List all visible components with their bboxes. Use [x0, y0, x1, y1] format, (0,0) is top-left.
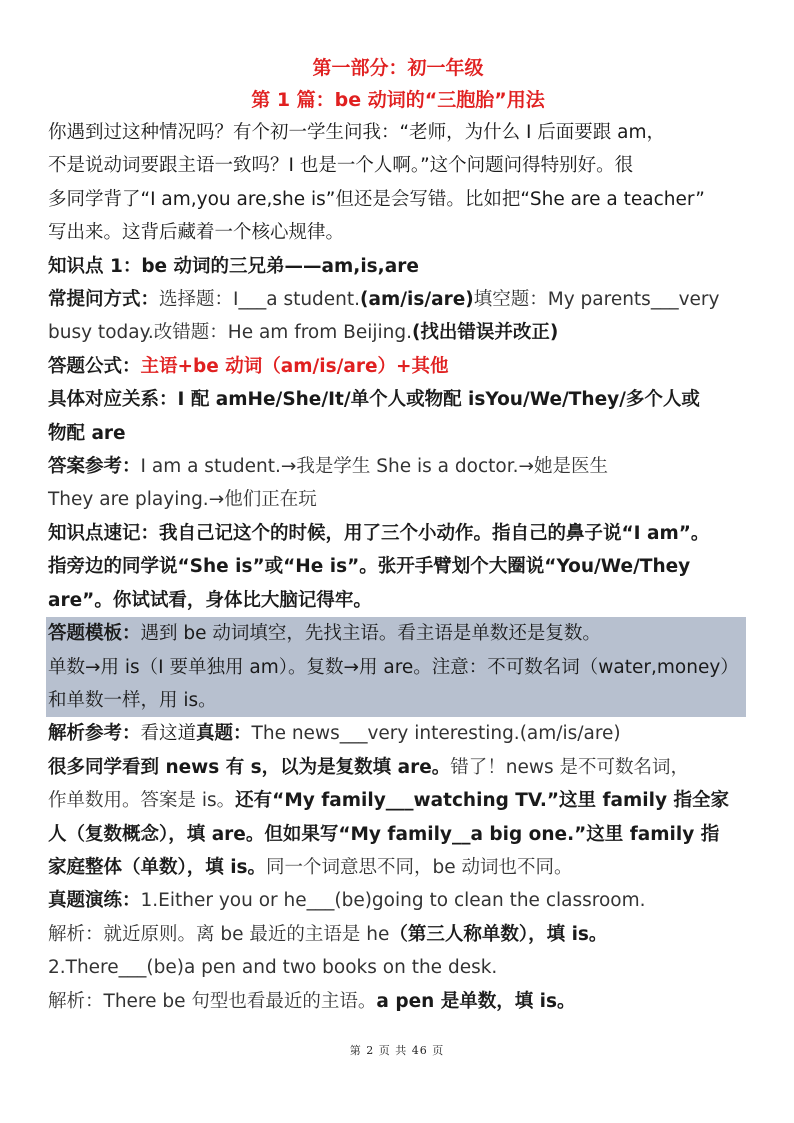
analysis-text-5a: 家庭整体（单数），填 is。 — [48, 856, 267, 878]
memory-line-1: 知识点速记：我自己记这个的时候，用了三个小动作。指自己的鼻子说“I am”。 — [48, 522, 710, 544]
question-style-text-a: 选择题：I___a student. — [159, 289, 361, 311]
practice-answer-2-bold: a pen 是单数，填 is。 — [376, 990, 576, 1012]
knowledge-point-heading: 知识点 1：be 动词的三兄弟——am,is,are — [48, 255, 419, 277]
analysis-text-a: 看这道 — [140, 723, 197, 745]
analysis-text-3b: 还有“My family___watching TV.”这里 family 指全家 — [235, 790, 729, 812]
practice-answer-1-text: 就近原则。离 be 最近的主语是 he — [103, 923, 390, 945]
question-style-text-d: busy today.改错题：He am from Beijing. — [48, 322, 412, 344]
practice-answer-2 — [48, 985, 748, 1018]
formula-text: 主语+be 动词（am/is/are）+其他 — [140, 355, 449, 377]
practice-answer-1-bold: （第三人称单数），填 is。 — [389, 923, 608, 945]
practice-answer-2-text: There be 句型也看最近的主语。 — [103, 990, 377, 1012]
formula-label: 答题公式： — [48, 355, 141, 377]
intro-line-2: 不是说动词要跟主语一致吗？I 也是一个人啊。”这个问题问得特别好。很 — [48, 155, 634, 177]
analysis-label: 解析参考： — [48, 723, 141, 745]
question-style-options: (am/is/are) — [360, 289, 474, 311]
analysis-question: The news___very interesting.(am/is/are) — [251, 723, 621, 745]
mapping-line-1: 具体对应关系：I 配 amHe/She/It/单个人或物配 isYou/We/They/多个人或 — [48, 389, 700, 411]
template-line-2: 单数→用 is（I 要单独用 am）。复数→用 are。注意：不可数名词（water,money） — [48, 656, 739, 678]
analysis-line-2 — [48, 751, 748, 784]
analysis-text-2a: 很多同学看到 news 有 s，以为是复数填 are。 — [48, 756, 451, 778]
memory-line-2: 指旁边的同学说“She is”或“He is”。张开手臂划个大圈说“You/We/They — [48, 556, 691, 578]
practice-answer-1-label: 解析： — [48, 923, 104, 945]
question-style-line-1 — [48, 283, 748, 316]
page-footer: 第 2 页 共 46 页 — [349, 1044, 445, 1057]
question-style-line-2 — [48, 316, 748, 349]
answer-ref-line-2: They are playing.→他们正在玩 — [48, 489, 317, 511]
analysis-line-3 — [48, 784, 748, 817]
practice-answer-1 — [48, 918, 748, 951]
template-text-1: 遇到 be 动词填空，先找主语。看主语是单数还是复数。 — [140, 623, 601, 645]
document-page — [48, 52, 748, 1018]
question-style-text-c: 填空题：My parents___very — [473, 289, 720, 311]
template-line-1 — [48, 617, 746, 650]
practice-answer-2-label: 解析： — [48, 990, 104, 1012]
template-label: 答题模板： — [48, 623, 141, 645]
template-line-3: 和单数一样，用 is。 — [48, 689, 217, 711]
answer-ref-label: 答案参考： — [48, 456, 141, 478]
formula-line — [48, 350, 748, 383]
analysis-line-1 — [48, 717, 748, 750]
practice-question-2: 2.There___(be)a pen and two books on the desk. — [48, 957, 498, 979]
analysis-text-5b: 同一个词意思不同，be 动词也不同。 — [266, 856, 573, 878]
analysis-text-3a: 作单数用。答案是 is。 — [48, 790, 236, 812]
question-style-instruction: (找出错误并改正) — [411, 322, 559, 344]
memory-line-3: are”。你试试看，身体比大脑记得牢。 — [48, 589, 372, 611]
part-title: 第一部分：初一年级 — [312, 57, 484, 79]
intro-line-3: 多同学背了“I am,you are,she is”但还是会写错。比如把“She are a teacher” — [48, 188, 705, 210]
analysis-text-2b: 错了！news 是不可数名词， — [450, 756, 690, 778]
intro-line-4: 写出来。这背后藏着一个核心规律。 — [48, 222, 345, 244]
analysis-line-5 — [48, 851, 748, 884]
mapping-line-2: 物配 are — [48, 422, 126, 444]
analysis-line-4: 人（复数概念），填 are。但如果写“My family__a big one.”这里 family 指 — [48, 823, 720, 845]
intro-line-1: 你遇到过这种情况吗？有个初一学生问我：“老师，为什么 I 后面要跟 am， — [48, 122, 666, 143]
question-style-label: 常提问方式： — [48, 289, 160, 311]
analysis-real-question: 真题： — [196, 723, 252, 745]
practice-label: 真题演练： — [48, 890, 141, 912]
answer-ref-text-1: I am a student.→我是学生 She is a doctor.→她是医生 — [140, 456, 608, 478]
practice-question-1: 1.Either you or he___(be)going to clean the classroom. — [140, 890, 646, 912]
answer-template-block — [46, 617, 746, 717]
practice-line-1 — [48, 884, 748, 917]
chapter-title: 第 1 篇：be 动词的“三胞胎”用法 — [251, 89, 545, 111]
answer-ref-line-1 — [48, 450, 748, 483]
